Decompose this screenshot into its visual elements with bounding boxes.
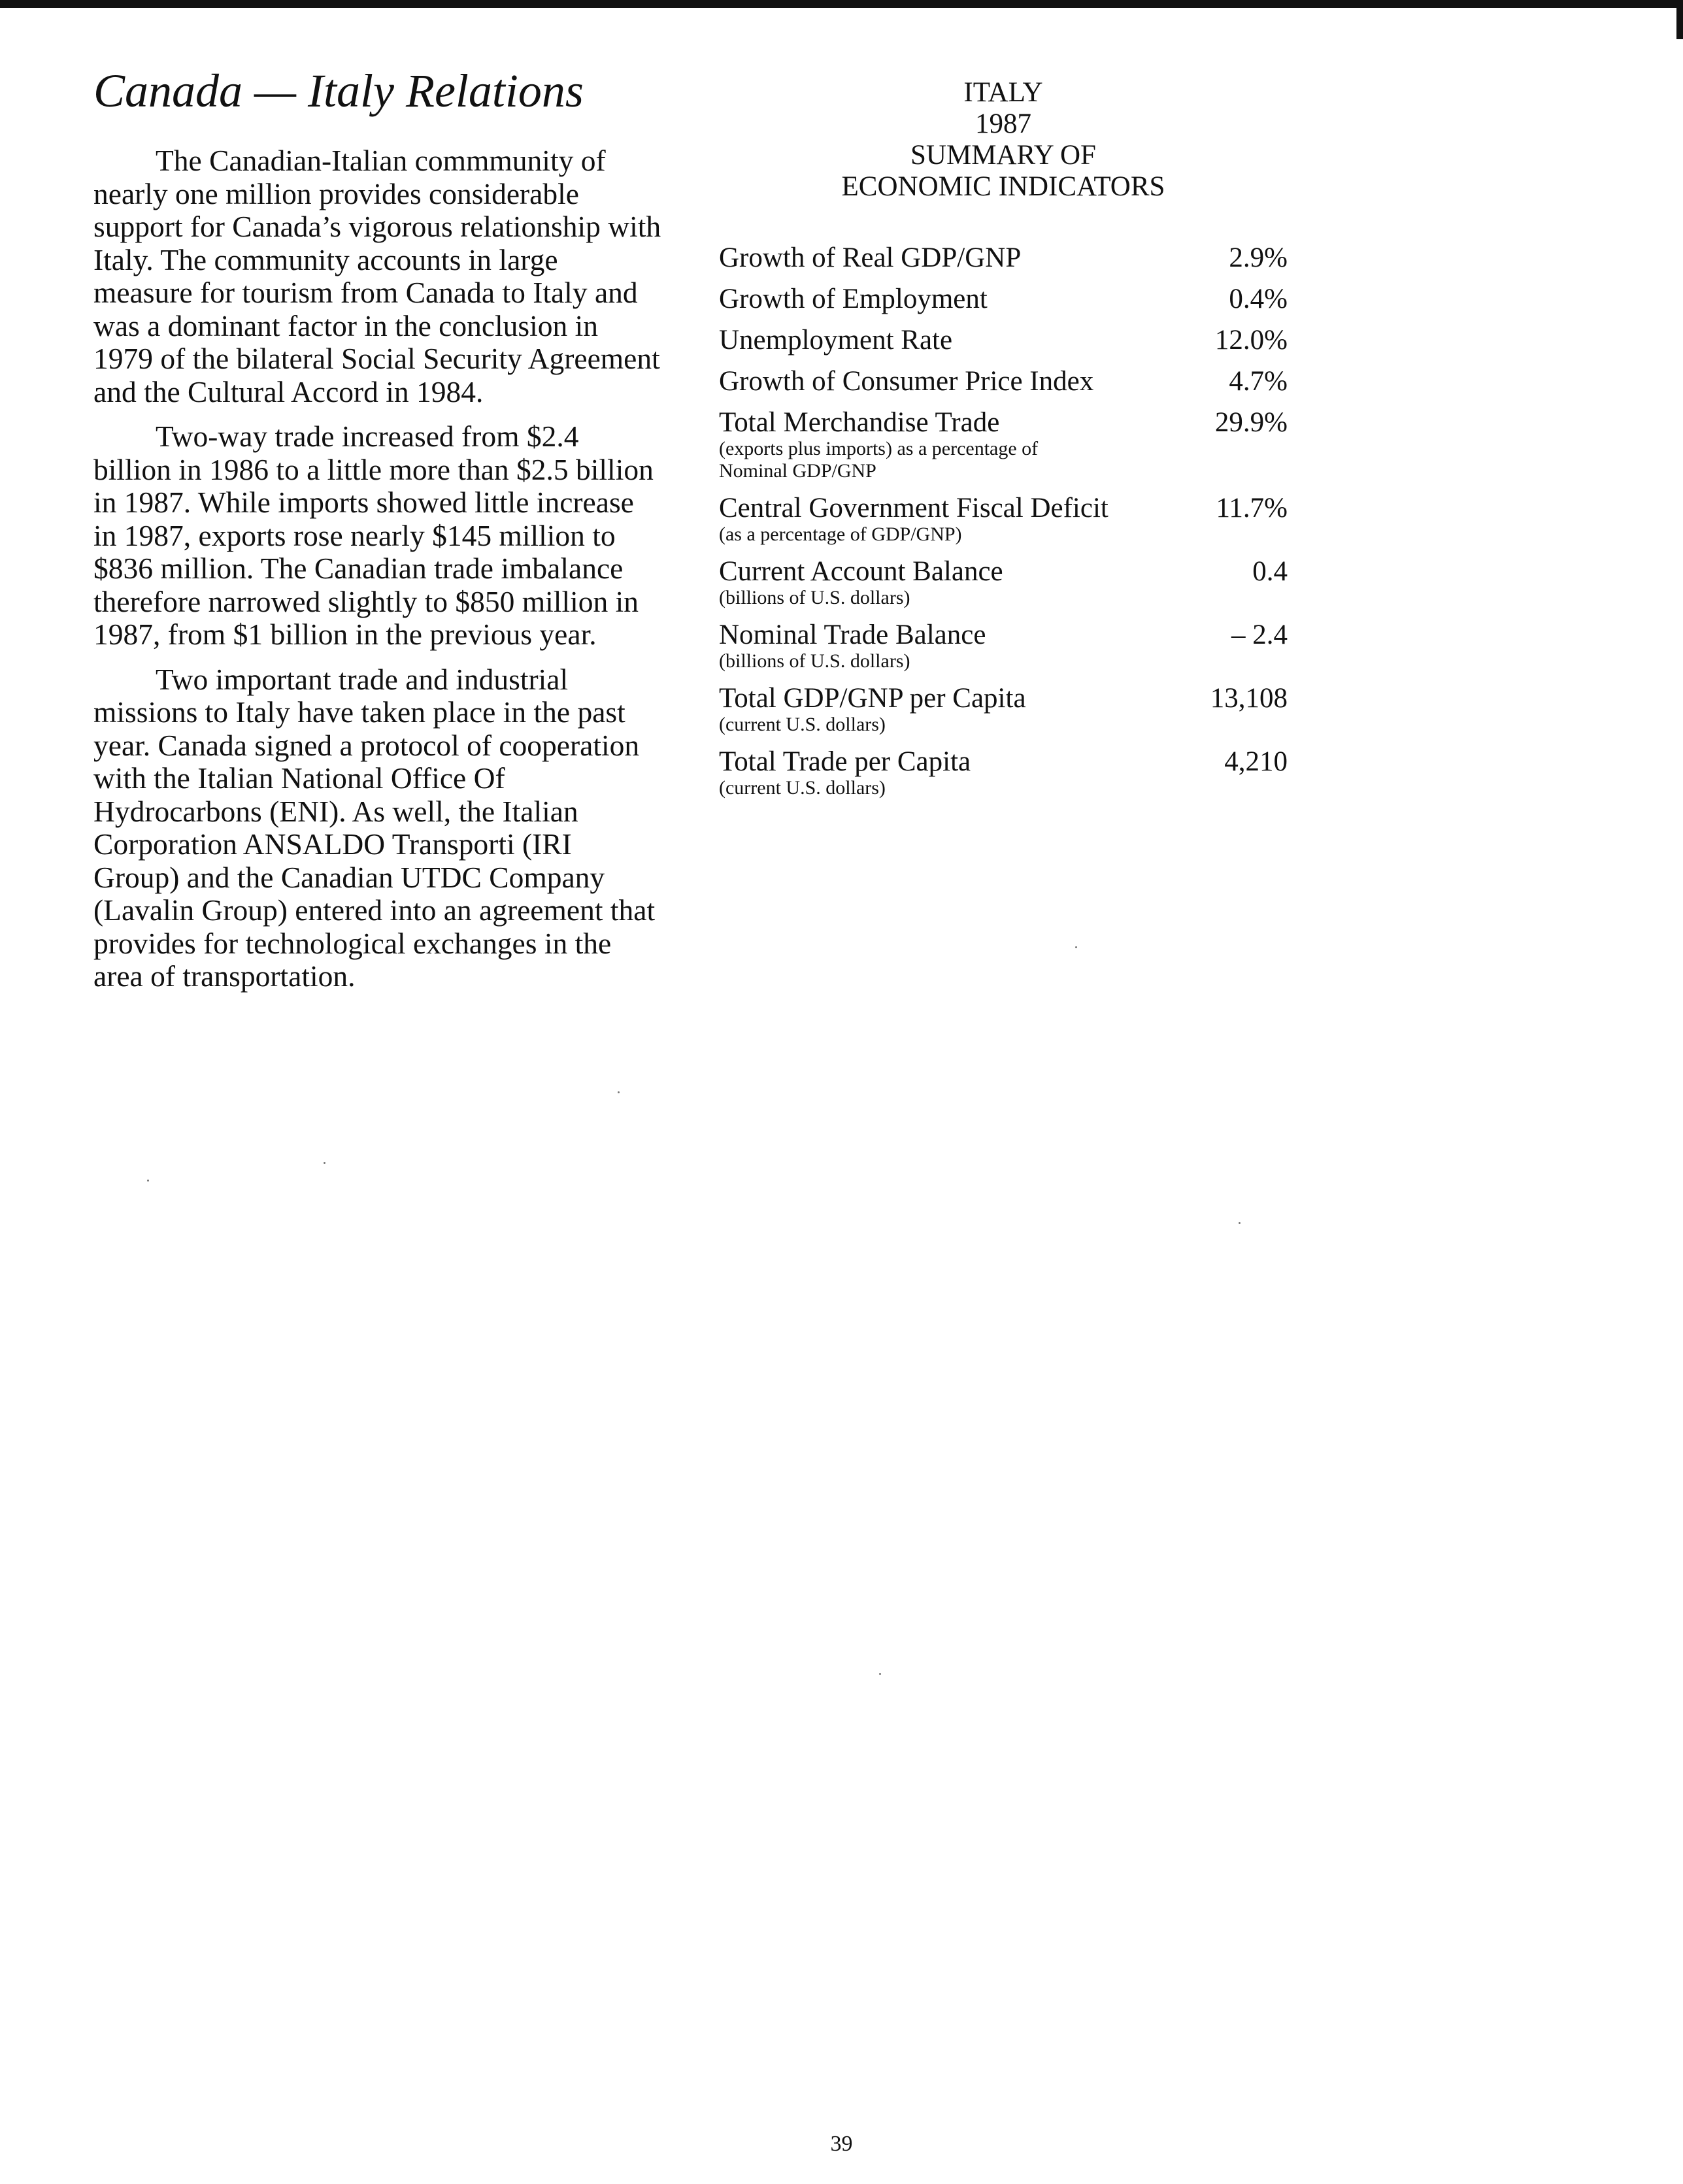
- indicators-heading-line1: SUMMARY OF: [910, 140, 1096, 171]
- scan-speck: [324, 1162, 325, 1164]
- indicator-value: 4.7%: [1229, 366, 1288, 397]
- economic-indicators-panel: [719, 77, 1288, 810]
- indicator-row: [719, 408, 1288, 482]
- article-paragraph: Two-way trade increased from $2.4 billion in 1986 to a little more than $2.5 billion in 1987. While imports showed little increase in 1987, exports rose nearly $145 million to $836 million. The Canadian trade imbalance therefore narrowed slightly to $850 million in 1987, from $1 billion in the previous year.: [93, 420, 654, 652]
- article-column: [93, 65, 662, 1005]
- right-border-line: [1676, 0, 1683, 39]
- indicators-heading: [719, 77, 1288, 203]
- indicator-row: [719, 557, 1288, 609]
- indicator-row: [719, 493, 1288, 546]
- indicator-label: Current Account Balance: [719, 556, 1003, 587]
- indicator-note: (as a percentage of GDP/GNP): [719, 523, 962, 545]
- top-border-line: [0, 0, 1683, 8]
- indicator-row: [719, 243, 1288, 273]
- indicator-label: Central Government Fiscal Deficit: [719, 493, 1108, 523]
- indicator-row: [719, 620, 1288, 672]
- indicator-value: 0.4: [1252, 556, 1288, 587]
- indicator-value: 11.7%: [1216, 493, 1288, 523]
- indicator-row: [719, 747, 1288, 799]
- indicator-value: 13,108: [1210, 683, 1288, 714]
- page-title: Canada — Italy Relations: [93, 65, 584, 117]
- indicator-row: [719, 325, 1288, 356]
- article-paragraph: The Canadian-Italian commmunity of nearly one million provides considerable support for Canada’s vigorous relationship with Italy. The community accounts in large measure for tourism from Canada to Italy and was a dominant factor in the conclusion in 1979 of the bilateral Social Security Agreement and the Cultural Accord in 1984.: [93, 144, 661, 408]
- indicators-year: 1987: [975, 108, 1031, 139]
- indicator-label: Total GDP/GNP per Capita: [719, 683, 1026, 714]
- indicator-label: Total Merchandise Trade: [719, 407, 1000, 438]
- indicator-note: (exports plus imports) as a percentage of Nominal GDP/GNP: [719, 438, 1039, 482]
- indicator-row: [719, 367, 1288, 397]
- indicator-value: 29.9%: [1214, 407, 1288, 438]
- indicators-heading-line2: ECONOMIC INDICATORS: [841, 171, 1165, 202]
- indicator-label: Unemployment Rate: [719, 325, 953, 356]
- indicator-note: (current U.S. dollars): [719, 714, 886, 735]
- scan-speck: [879, 1673, 881, 1675]
- page-number: 39: [830, 2132, 853, 2156]
- indicator-row: [719, 684, 1288, 736]
- indicator-note: (billions of U.S. dollars): [719, 587, 910, 608]
- indicators-table: [719, 243, 1288, 799]
- indicator-value: 0.4%: [1229, 284, 1288, 314]
- indicator-value: – 2.4: [1231, 620, 1288, 650]
- indicator-row: [719, 284, 1288, 314]
- scan-speck: [147, 1180, 149, 1182]
- article-paragraph: Two important trade and industrial missions to Italy have taken place in the past year. Canada signed a protocol of cooperation with the Italian National Office Of Hydrocarbons (ENI). As well, the Italian Corporation ANSALDO Transporti (IRI Group) and the Canadian UTDC Company (Lavalin Group) entered into an agreement that provides for technological exchanges in the area of transportation.: [93, 662, 656, 993]
- scan-speck: [1239, 1222, 1241, 1224]
- indicator-value: 4,210: [1224, 746, 1288, 777]
- scan-speck: [618, 1091, 620, 1093]
- indicator-label: Growth of Real GDP/GNP: [719, 242, 1022, 273]
- indicator-value: 12.0%: [1214, 325, 1288, 356]
- scan-speck: [1075, 946, 1077, 948]
- indicator-label: Total Trade per Capita: [719, 746, 971, 777]
- indicators-country: ITALY: [963, 77, 1043, 108]
- indicator-label: Growth of Employment: [719, 284, 988, 314]
- indicator-value: 2.9%: [1229, 242, 1288, 273]
- indicator-label: Growth of Consumer Price Index: [719, 366, 1094, 397]
- indicator-note: (current U.S. dollars): [719, 777, 886, 799]
- indicator-note: (billions of U.S. dollars): [719, 650, 910, 672]
- indicator-label: Nominal Trade Balance: [719, 620, 986, 650]
